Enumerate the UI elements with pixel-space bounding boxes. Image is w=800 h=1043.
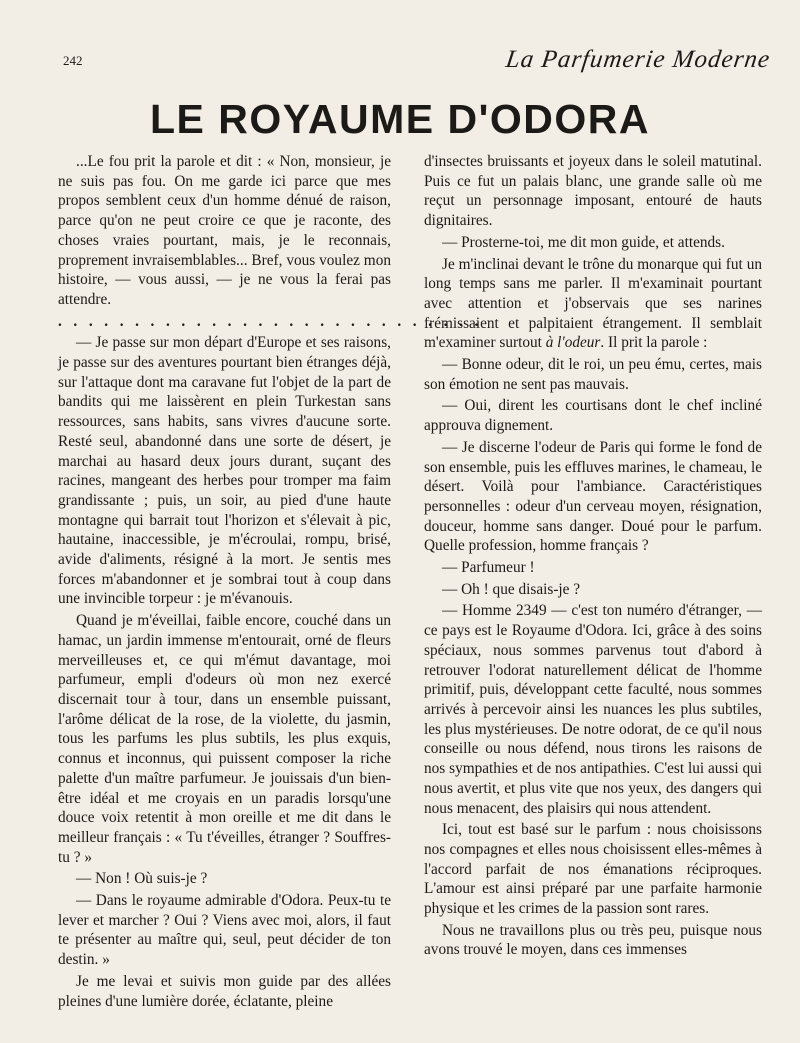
paragraph: Quand je m'éveillai, faible encore, couché dans un hamac, un jardin immense m'entourait, orné de fleurs merveilleuses et, ce qui m'émut davantage, moi parfumeur, empli d'odeurs où mon nez exercé discernait tour à tour, dans un ensemble puissant, l'arôme délicat de la rose, de la violette, du jasmin, tous les parfums les plus subtils, les plus exquis, connus et inconnus, qui puissent composer la riche palette d'un maître parfumeur. Je jouissais d'un bien-être idéal et me croyais en un paradis lorsqu'une douce voix retentit à mon oreille et me dit dans le meilleur français : « Tu t'éveilles, étranger ? Souffres-tu ? » [58, 612, 391, 866]
text-run: Je m'inclinai devant le trône du monarque qui fut un long temps sans me parler. Il m'examinait pourtant avec attention et j'observais que ses narines frémissaient et palpitaient étrangement. Il semblait m'examiner surtout [424, 255, 762, 352]
article-title: LE ROYAUME D'ODORA [150, 96, 650, 142]
ellipsis-separator: ............................ [58, 312, 490, 330]
paragraph: — Oui, dirent les courtisans dont le chef incliné approuva dignement. [424, 397, 762, 435]
paragraph: — Je passe sur mon départ d'Europe et ses raisons, je passe sur des aventures pourtant bien étranges déjà, sur l'attaque dont ma caravane fut l'objet de la part de bandits qui me laissèrent en plein Turkestan sans ressources, sans habits, sans vivres d'aucune sorte. Resté seul, abandonné dans une sorte de désert, je marchai au hasard deux jours durant, suçant des racines, mangeant des herbes pour tromper ma faim grandissante ; puis, un soir, au pied d'une haute montagne qui barrait tout l'horizon et s'élevait à pic, hautaine, inaccessible, je m'écroulai, rompu, brisé, avide d'aliments, résigné à la mort. Je sentis mes forces m'abandonner et je sombrai tout à coup dans une invincible torpeur : je m'évanouis. [58, 334, 391, 608]
paragraph: Ici, tout est basé sur le parfum : nous choisissons nos compagnes et elles nous choisissent elles-mêmes à l'accord parfait de nos émanations réciproques. L'amour est ainsi préparé par une parfaite harmonie physique et les crimes de la passion sont rares. [424, 821, 762, 918]
emphasis-text: à l'odeur [545, 334, 601, 352]
text-run: . Il prit la parole : [600, 334, 708, 352]
page-header [0, 0, 800, 80]
paragraph: — Homme 2349 — c'est ton numéro d'étranger, — ce pays est le Royaume d'Odora. Ici, grâce à des soins spéciaux, nous sommes parvenus tout d'abord à retrouver l'odorat naturellement délicat de l'homme primitif, puis, développant cette faculté, nous sommes arrivés à percevoir ainsi les nuances les plus subtiles, les plus mystérieuses. De notre odorat, de ce qu'il nous conseille ou nous défend, nous tirons les raisons de nos sympathies et de nos antipathies. C'est lui aussi qui nous avertit, et plus vite que nos yeux, des dangers qui nous menacent, des plaisirs qui nous attendent. [424, 602, 762, 817]
paragraph: — Je discerne l'odeur de Paris qui forme le fond de son ensemble, puis les effluves marines, le chameau, le désert. Voilà pour l'ambiance. Caractéristiques personnelles : odeur d'un cerveau moyen, résignation, douceur, homme sans danger. Doué pour le parfum. Quelle profession, homme français ? [424, 438, 762, 555]
paragraph: — Non ! Où suis-je ? [76, 870, 208, 888]
paragraph: Je me levai et suivis mon guide par des allées pleines d'une lumière dorée, éclatante, pleine [58, 972, 391, 1010]
paragraph: — Oh ! que disais-je ? [442, 580, 581, 598]
paragraph: — Prosterne-toi, me dit mon guide, et attends. [442, 233, 725, 251]
paragraph: — Bonne odeur, dit le roi, un peu ému, certes, mais son émotion ne sent pas mauvais. [424, 356, 762, 393]
right-column [424, 152, 762, 960]
journal-title: La Parfumerie Moderne [504, 46, 772, 73]
left-column [58, 152, 490, 1011]
paragraph: — Dans le royaume admirable d'Odora. Peux-tu te lever et marcher ? Oui ? Viens avec moi, alors, il faut te présenter au maître qui, seul, peut décider de ton destin. » [58, 892, 391, 969]
paragraph: Nous ne travaillons plus ou très peu, puisque nous avons trouvé le moyen, dans ces immenses [424, 921, 762, 959]
paragraph [424, 255, 762, 354]
page-number: 242 [63, 53, 83, 68]
paragraph: — Parfumeur ! [442, 559, 535, 577]
paragraph: ...Le fou prit la parole et dit : « Non, monsieur, je ne suis pas fou. On me garde ici parce que mes propos semblent ceux d'un homme dénué de raison, parce qu'on ne peut croire ce que je raconte, des choses vraies pourtant, mais, je le reconnais, proprement invraisemblables... Bref, vous voulez mon histoire, — vous aussi, — je ne vous la ferai pas attendre. [58, 153, 391, 308]
paragraph: d'insectes bruissants et joyeux dans le soleil matutinal. Puis ce fut un palais blanc, une grande salle où me reçut un personnage imposant, entouré de hauts dignitaires. [424, 153, 762, 230]
